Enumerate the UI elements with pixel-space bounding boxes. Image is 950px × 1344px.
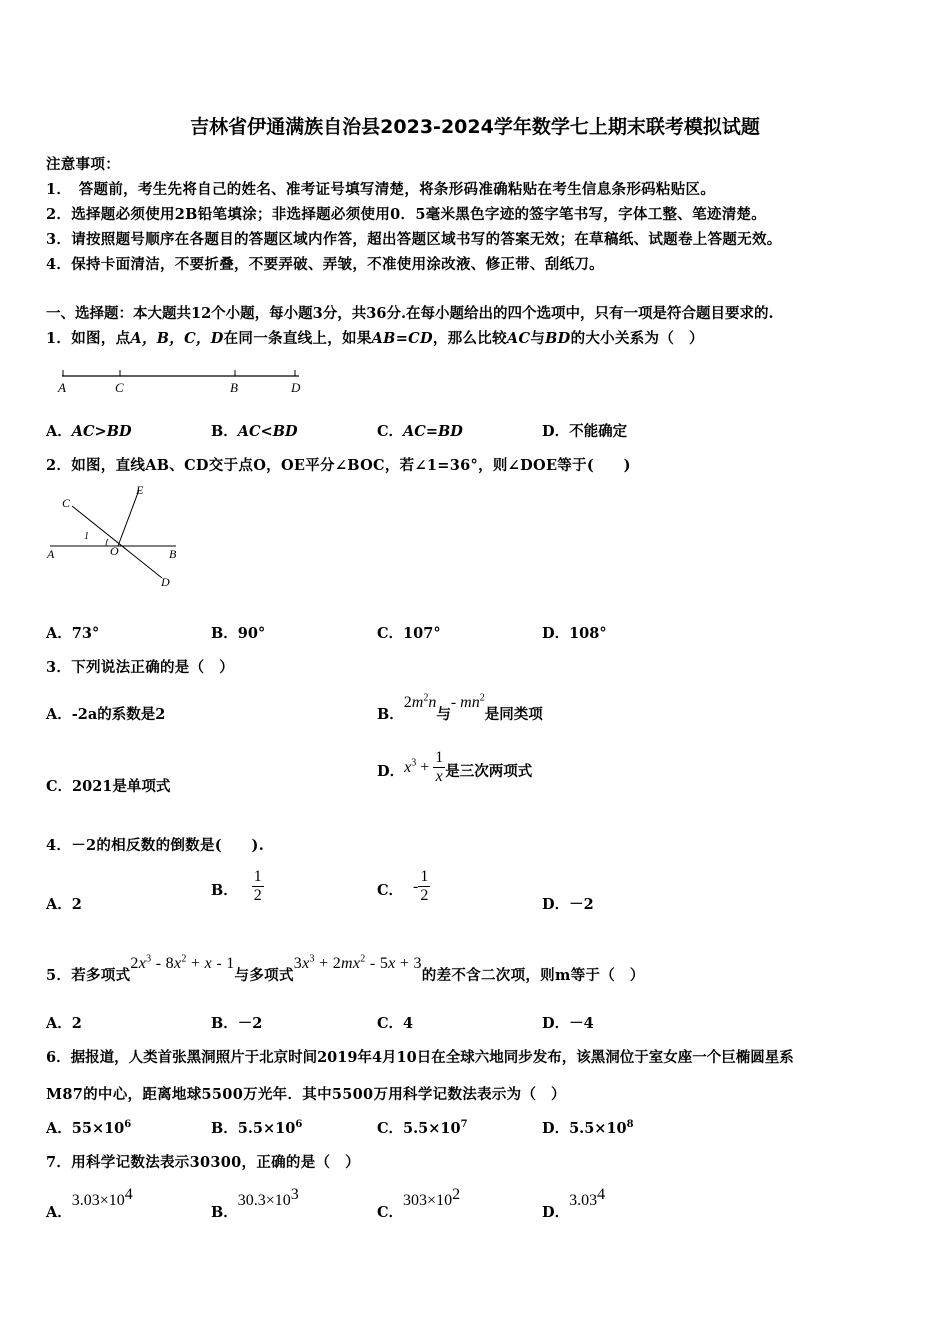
point-label: D: [291, 380, 301, 395]
section-heading: 一、选择题：本大题共12个小题，每小题3分，共36分.在每小题给出的四个选项中，只有一项是符合题目要求的.: [46, 305, 774, 322]
question-1-figure: [52, 362, 312, 396]
question-4-stem: 4．－2的相反数的倒数是( ).: [46, 837, 265, 854]
option-b[interactable]: B．$30.3\times 10^3$: [211, 1186, 299, 1221]
option-b[interactable]: B．$5.5\times 10^6$: [211, 1119, 303, 1137]
option-c[interactable]: C．107°: [377, 625, 441, 642]
point-label: C: [62, 496, 71, 510]
point-label: B: [230, 380, 238, 395]
point-label: D: [161, 575, 170, 589]
notice-item: 1． 答题前，考生先将自己的姓名、准考证号填写清楚，将条形码准确粘贴在考生信息条形码粘贴区。: [46, 181, 716, 198]
option-a[interactable]: A．$3.03\times 10^4$: [46, 1186, 133, 1221]
notice-item: 2．选择题必须使用2B铅笔填涂；非选择题必须使用0．5毫米黑色字迹的签字笔书写，字体工整、笔迹清楚。: [46, 206, 767, 223]
option-d[interactable]: D．$x^3$ + $\frac{1}{x}$ 是三次两项式: [377, 749, 533, 785]
question-6-stem: 6．据报道，人类首张黑洞照片于北京时间2019年4月10日在全球六地同步发布，该黑洞位于室女座一个巨椭圆星系: [46, 1049, 794, 1066]
point-label: B: [169, 547, 177, 561]
point-label: C: [115, 380, 124, 395]
option-c[interactable]: C．2021是单项式: [46, 778, 171, 795]
question-7-stem: 7．用科学记数法表示30300，正确的是（ ）: [46, 1154, 360, 1171]
option-d[interactable]: D．－4: [542, 1015, 594, 1032]
question-5-stem: 5．若多项式$2x^3 - 8x^2 + x - 1$与多项式$3x^3 + 2mx^2 - 5x + 3$的差不含二次项，则m等于（ ）: [46, 953, 645, 984]
question-6-stem-line2: M87的中心，距离地球5500万光年．其中5500万用科学记数法表示为（ ）: [46, 1086, 566, 1103]
option-a[interactable]: A．2: [46, 896, 82, 913]
option-a[interactable]: A．-2a的系数是2: [46, 706, 166, 723]
point-label: A: [58, 380, 66, 395]
angle-label: 1: [84, 531, 89, 542]
question-3-stem: 3．下列说法正确的是（ ）: [46, 659, 234, 676]
question-1-stem: 1．如图，点A，B，C，D在同一条直线上，如果AB=CD，那么比较AC与BD的大小关系为（ ）: [46, 330, 704, 347]
option-b[interactable]: B．－2: [211, 1015, 263, 1032]
option-b[interactable]: B．$2m^2n$与- $mn^2$是同类项: [377, 692, 543, 723]
point-label: O: [110, 544, 119, 558]
option-d[interactable]: D．$5.5\times 10^8$: [542, 1119, 634, 1137]
option-a[interactable]: A．2: [46, 1015, 82, 1032]
question-2-stem: 2．如图，直线AB、CD交于点O，OE平分∠BOC，若∠1=36°，则∠DOE等于( ): [46, 457, 631, 474]
notice-item: 3．请按照题号顺序在各题目的答题区域内作答，超出答题区域书写的答案无效；在草稿纸、试题卷上答题无效。: [46, 231, 782, 248]
option-a[interactable]: A．$55\times 10^6$: [46, 1119, 132, 1137]
option-d[interactable]: D．3.03$^4$: [542, 1186, 606, 1221]
point-label: E: [136, 483, 144, 497]
notice-heading: 注意事项：: [46, 156, 120, 173]
option-c[interactable]: C．$5.5\times 10^7$: [377, 1119, 468, 1137]
option-d[interactable]: D．不能确定: [542, 423, 628, 440]
point-label: A: [47, 547, 55, 561]
notice-item: 4．保持卡面清洁，不要折叠，不要弄破、弄皱，不准使用涂改液、修正带、刮纸刀。: [46, 256, 604, 273]
option-a[interactable]: A．AC>BD: [46, 423, 132, 440]
option-b[interactable]: B．90°: [211, 625, 266, 642]
option-d[interactable]: D．－2: [542, 896, 594, 913]
option-b[interactable]: B． $\frac{1}{2}$: [211, 868, 262, 904]
option-c[interactable]: C．$303\times 10^2$: [377, 1186, 461, 1221]
question-2-figure: [44, 482, 184, 592]
page-title: 吉林省伊通满族自治县2023-2024学年数学七上期末联考模拟试题: [190, 116, 760, 138]
option-c[interactable]: C． - $\frac{1}{2}$: [377, 868, 429, 904]
option-b[interactable]: B．AC<BD: [211, 423, 298, 440]
option-d[interactable]: D．108°: [542, 625, 607, 642]
option-a[interactable]: A．73°: [46, 625, 100, 642]
option-c[interactable]: C．AC=BD: [377, 423, 463, 440]
option-c[interactable]: C．4: [377, 1015, 414, 1032]
